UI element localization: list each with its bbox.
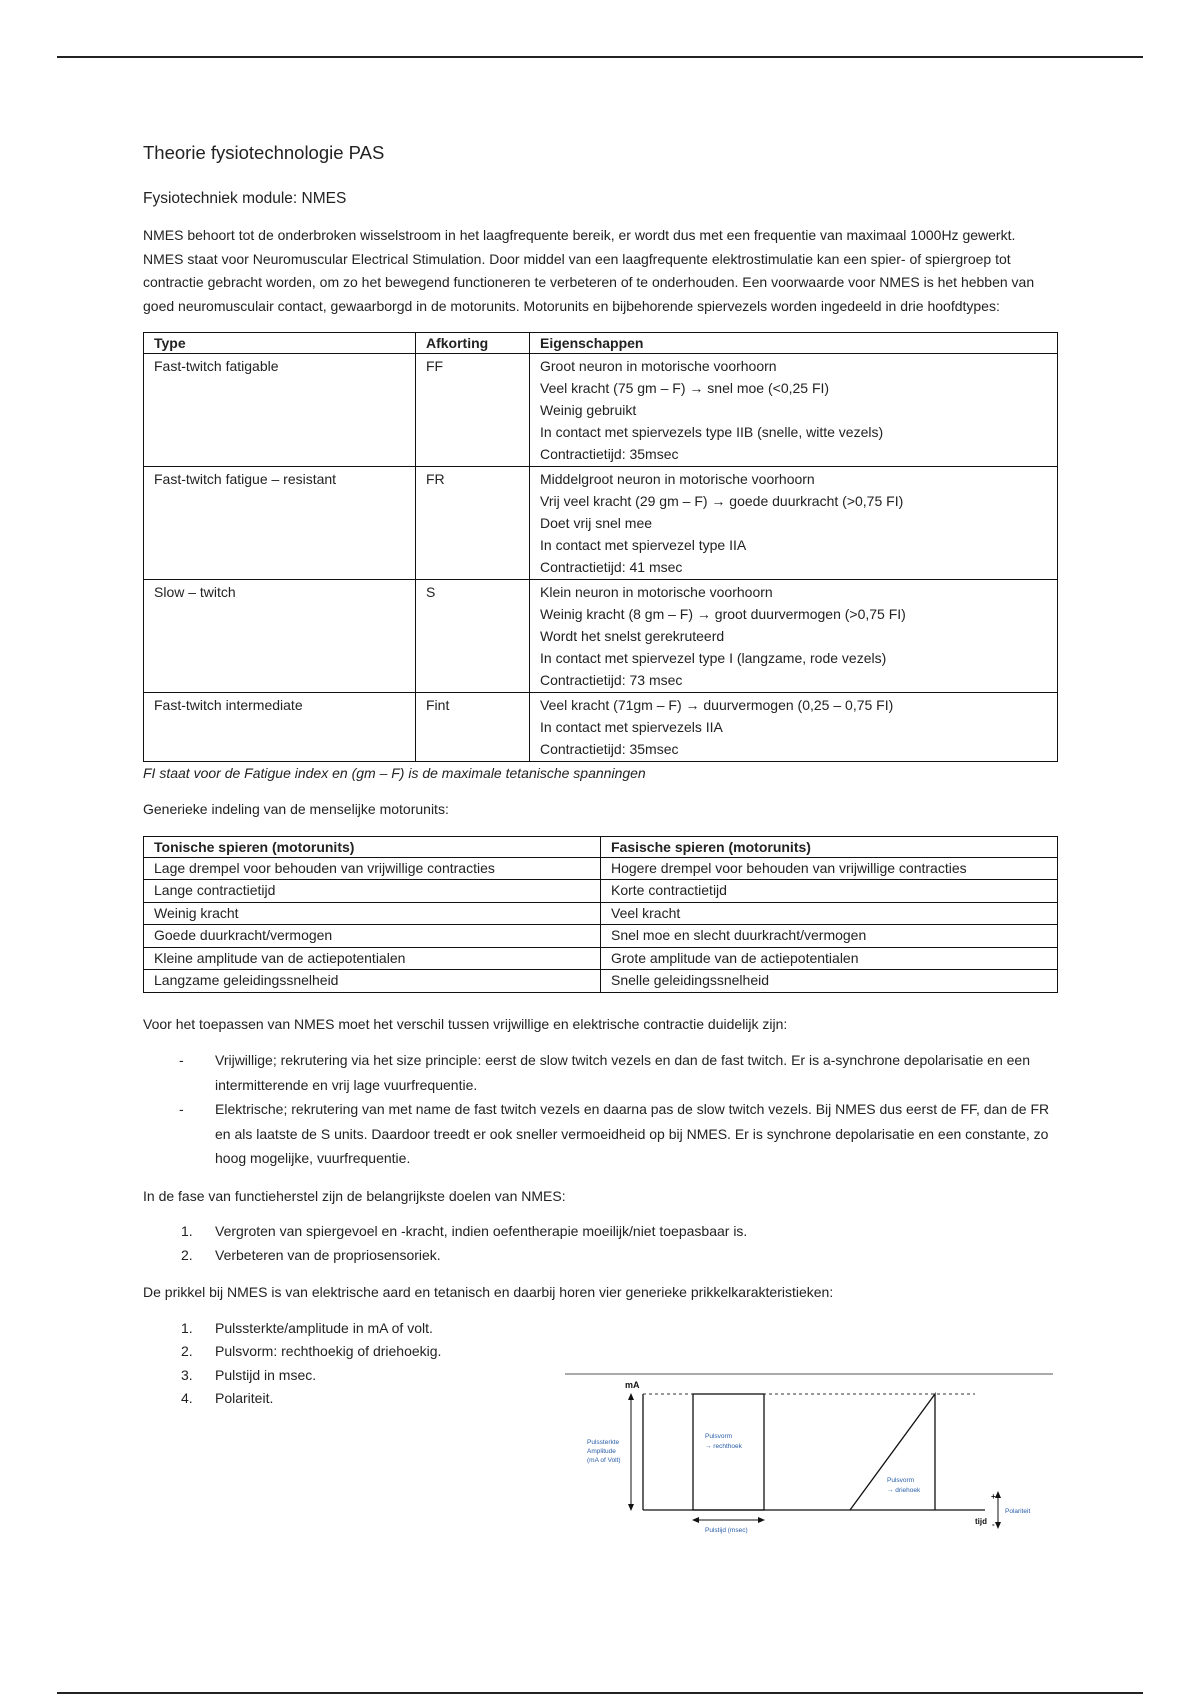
stimulus-intro: De prikkel bij NMES is van elektrische aard en tetanisch en daarbij horen vier generieke prikkelkarakteristieken: [143,1284,834,1300]
footer-rule [57,1692,1143,1694]
cell-phasic: Korte contractietijd [601,880,1058,903]
motorunit-table-header [144,333,1058,354]
contraction-list [143,1048,1058,1171]
property-line: Contractietijd: 35msec [540,446,679,462]
table-row [144,970,1058,993]
table-caption: FI staat voor de Fatigue index en (gm – F) is de maximale tetanische spanningen [143,765,646,781]
cell-properties [530,354,1058,467]
list-item: 1. Vergroten van spiergevoel en -kracht, indien oefentherapie moeilijk/niet toepasbaar is. [181,1223,748,1239]
property-line: Vrij veel kracht (29 gm – F) → goede duurkracht (>0,75 FI) [540,493,904,509]
cell-abbreviation: FF [416,354,530,467]
pulse-time-label: Pulstijd (msec) [705,1527,748,1534]
table-row [144,354,1058,467]
cell-abbreviation: S [416,580,530,693]
polarity-label: Polariteit [1005,1508,1031,1515]
cell-type: Fast-twitch intermediate [144,693,416,762]
cell-phasic: Snelle geleidingssnelheid [601,970,1058,993]
tonic-phasic-table [143,836,1058,993]
list-item: - Elektrische; rekrutering van met name de fast twitch vezels en daarna pas de slow twitch vezels. Bij NMES dus eerst de FF, dan de FR en als laatste de S units. Daardoor treedt er ook sneller vermoeidheid op bij NMES. Er is synchrone depolarisatie en een constante, zo hoog mogelijke, vuurfrequentie. [179,1101,1050,1166]
document-body [143,140,1058,1425]
list-item: 2. Pulsvorm: rechthoekig of driehoekig. [181,1343,442,1359]
header-phasic: Fasische spieren (motorunits) [601,836,1058,857]
polarity-arrow-down [995,1522,1001,1529]
pulse-time-arrow-left [692,1517,699,1523]
table-row [144,880,1058,903]
property-line: Middelgroot neuron in motorische voorhoorn [540,471,815,487]
stimulus-list [143,1317,543,1411]
polarity-arrow-up [995,1491,1001,1498]
property-line: Doet vrij snel mee [540,515,653,531]
triangle-label: Pulsvorm → driehoek [887,1477,921,1494]
generic-heading: Generieke indeling van de menselijke motorunits: [143,801,449,817]
intro-paragraph: NMES behoort tot de onderbroken wisselstroom in het laagfrequente bereik, er wordt dus met een frequentie van maximaal 1000Hz gewerkt. NMES staat voor Neuromuscular Electrical Stimulation. Door middel van een laagfrequente elektrostimulatie kan een spier- of spiergroep tot contractie gebracht worden, om zo het bewegend functioneren te verbeteren of te onderhouden. Een voorwaarde voor NMES is het hebben van goed neuromusculair contact, gewaarborgd in de motorunits. Motorunits en bijbehorende spiervezels worden ingedeeld in drie hoofdtypes: [143,227,1035,314]
polarity-plus: + [991,1492,996,1501]
header-abbreviation: Afkorting [416,333,530,354]
table-row [144,467,1058,580]
cell-tonic: Weinig kracht [144,902,601,925]
property-line: In contact met spiervezels IIA [540,719,723,735]
cell-phasic: Hogere drempel voor behouden van vrijwillige contracties [601,857,1058,880]
list-item: - Vrijwillige; rekrutering via het size principle: eerst de slow twitch vezels en dan de fast twitch. Er is a-synchrone depolarisatie en een intermitterende en vrij lage vuurfrequentie. [179,1052,1030,1093]
cell-type: Fast-twitch fatigable [144,354,416,467]
cell-tonic: Lage drempel voor behouden van vrijwillige contracties [144,857,601,880]
cell-tonic: Lange contractietijd [144,880,601,903]
rectangle-pulse [693,1394,764,1510]
amplitude-arrow-head [628,1393,634,1400]
tonic-phasic-header [144,836,1058,857]
cell-properties [530,693,1058,762]
table-row [144,925,1058,948]
cell-abbreviation: FR [416,467,530,580]
y-axis-label: mA [625,1380,640,1390]
property-line: Wordt het snelst gerekruteerd [540,628,725,644]
property-line: Groot neuron in motorische voorhoorn [540,358,777,374]
property-line: Veel kracht (71gm – F) → duurvermogen (0,25 – 0,75 FI) [540,697,894,713]
pulse-time-arrow-right [758,1517,765,1523]
cell-tonic: Kleine amplitude van de actiepotentialen [144,947,601,970]
table-row [144,693,1058,762]
document-subtitle: Fysiotechniek module: NMES [143,190,347,207]
cell-type: Slow – twitch [144,580,416,693]
cell-properties [530,580,1058,693]
header-type: Type [144,333,416,354]
property-line: Weinig kracht (8 gm – F) → groot duurvermogen (>0,75 FI) [540,606,906,622]
cell-phasic: Snel moe en slecht duurkracht/vermogen [601,925,1058,948]
polarity-minus: - [992,1520,995,1529]
rectangle-label: Pulsvorm → rechthoek [705,1433,742,1450]
x-axis-label: tijd [975,1517,987,1526]
list-item: 2. Verbeteren van de propriosensoriek. [181,1246,441,1263]
list-item: 3. Pulstijd in msec. [181,1366,317,1383]
pulse-diagram [565,1372,1055,1542]
goals-list [143,1220,1058,1267]
cell-phasic: Grote amplitude van de actiepotentialen [601,947,1058,970]
table-row [144,947,1058,970]
goals-intro: In de fase van functieherstel zijn de belangrijkste doelen van NMES: [143,1187,566,1204]
header-tonic: Tonische spieren (motorunits) [144,836,601,857]
property-line: Klein neuron in motorische voorhoorn [540,584,773,600]
property-line: In contact met spiervezels type IIB (snelle, witte vezels) [540,424,884,440]
header-properties: Eigenschappen [530,333,1058,354]
table-row [144,902,1058,925]
contraction-intro: Voor het toepassen van NMES moet het verschil tussen vrijwillige en elektrische contractie duidelijk zijn: [143,1015,788,1032]
document-title: Theorie fysiotechnologie PAS [143,142,385,163]
property-line: Contractietijd: 41 msec [540,559,683,575]
list-item: 1. Pulssterkte/amplitude in mA of volt. [181,1319,433,1336]
cell-abbreviation: Fint [416,693,530,762]
property-line: In contact met spiervezel type I (langzame, rode vezels) [540,650,887,666]
amplitude-arrow-tail [628,1504,634,1511]
property-line: In contact met spiervezel type IIA [540,537,747,553]
amplitude-label: Pulssterkte Amplitude (mA of Volt) [587,1439,621,1464]
motorunit-table [143,332,1058,762]
cell-tonic: Langzame geleidingssnelheid [144,970,601,993]
property-line: Contractietijd: 35msec [540,741,679,757]
cell-type: Fast-twitch fatigue – resistant [144,467,416,580]
table-row [144,580,1058,693]
table-row [144,857,1058,880]
property-line: Veel kracht (75 gm – F) → snel moe (<0,25 FI) [540,380,830,396]
header-rule [57,56,1143,58]
cell-properties [530,467,1058,580]
list-item: 4. Polariteit. [181,1390,274,1406]
cell-phasic: Veel kracht [601,902,1058,925]
cell-tonic: Goede duurkracht/vermogen [144,925,601,948]
property-line: Weinig gebruikt [540,402,637,418]
property-line: Contractietijd: 73 msec [540,672,683,688]
